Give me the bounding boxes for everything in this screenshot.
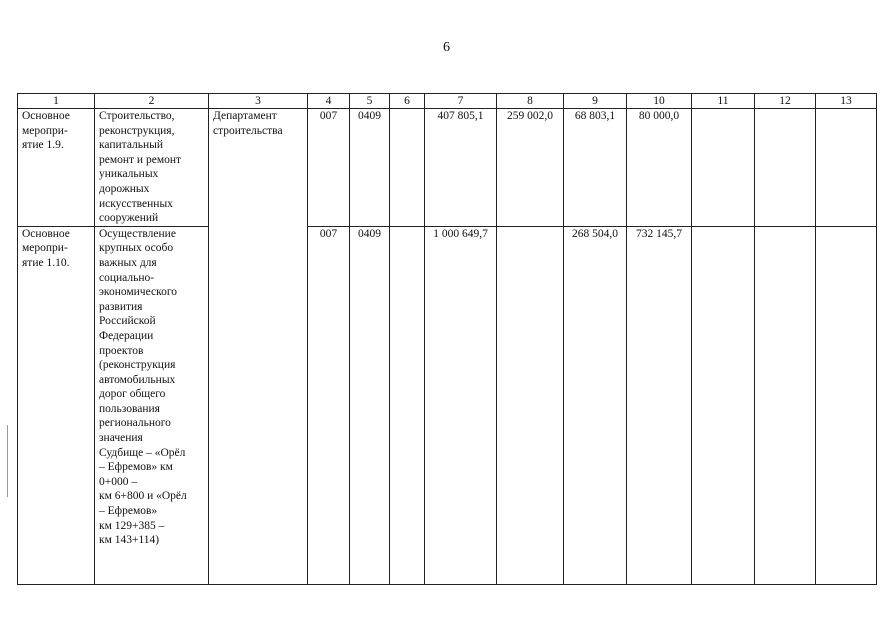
column-header: 3 xyxy=(209,94,308,109)
header-row xyxy=(18,94,877,109)
cell-col-12 xyxy=(755,226,816,584)
column-header: 11 xyxy=(692,94,755,109)
table-row xyxy=(18,109,877,227)
measure-code: Основное меропри- ятие 1.9. xyxy=(18,109,95,227)
cell-col-5: 0409 xyxy=(350,226,390,584)
column-header: 6 xyxy=(390,94,425,109)
column-header: 10 xyxy=(627,94,692,109)
measure-description: Строительство, реконструкция, капитальный ремонт и ремонт уникальных дорожных искусственных сооружений xyxy=(95,109,209,227)
column-header: 4 xyxy=(308,94,350,109)
budget-table xyxy=(17,93,877,585)
cell-col-6 xyxy=(390,226,425,584)
cell-col-10: 732 145,7 xyxy=(627,226,692,584)
cell-col-9: 268 504,0 xyxy=(564,226,627,584)
cell-col-11 xyxy=(692,226,755,584)
cell-col-13 xyxy=(816,109,877,227)
page-number: 6 xyxy=(443,40,450,55)
cell-col-10: 80 000,0 xyxy=(627,109,692,227)
margin-mark xyxy=(7,425,8,497)
table-row xyxy=(18,226,877,584)
cell-col-13 xyxy=(816,226,877,584)
cell-col-5: 0409 xyxy=(350,109,390,227)
column-header: 7 xyxy=(425,94,497,109)
cell-col-7: 407 805,1 xyxy=(425,109,497,227)
cell-col-4: 007 xyxy=(308,226,350,584)
column-header: 5 xyxy=(350,94,390,109)
cell-col-9: 68 803,1 xyxy=(564,109,627,227)
cell-col-7: 1 000 649,7 xyxy=(425,226,497,584)
cell-col-6 xyxy=(390,109,425,227)
cell-col-4: 007 xyxy=(308,109,350,227)
cell-col-8 xyxy=(497,226,564,584)
measure-description: Осуществление крупных особо важных для социально- экономического развития Российской Федерации проектов (реконструкция автомобильных дорог общего пользования регионального значения Судбище – «Орёл – Ефремов» км 0+000 – км 6+800 и «Орёл – Ефремов» км 129+385 – км 143+114) xyxy=(95,226,209,584)
cell-col-8: 259 002,0 xyxy=(497,109,564,227)
column-header: 12 xyxy=(755,94,816,109)
column-header: 2 xyxy=(95,94,209,109)
column-header: 1 xyxy=(18,94,95,109)
column-header: 13 xyxy=(816,94,877,109)
measure-code: Основное меропри- ятие 1.10. xyxy=(18,226,95,584)
executor-cell: Департамент строительства xyxy=(209,109,308,585)
column-header: 9 xyxy=(564,94,627,109)
cell-col-12 xyxy=(755,109,816,227)
cell-col-11 xyxy=(692,109,755,227)
column-header: 8 xyxy=(497,94,564,109)
